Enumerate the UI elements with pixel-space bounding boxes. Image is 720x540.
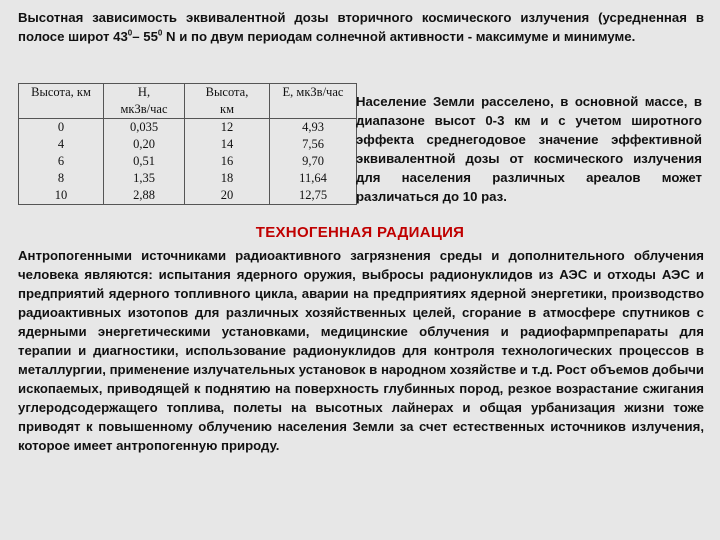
header-h-dose-unit: мкЗв/час [104,101,185,119]
side-paragraph: Население Земли расселено, в основной массе, в диапазоне высот 0-3 км и с учетом широтного эффекта среднегодовое значение эффективной эквивалентной дозы от космического излучения для населения различных ареалов может различаться до 10 раз. [356,94,702,204]
heading-text-3: N и по двум периодам солнечной активности - максимуме и минимуме. [162,29,636,44]
cell: 12 [185,119,270,137]
cell: 20 [185,187,270,205]
header-e-dose-unit [270,101,357,119]
degree-sup-2: 0 [157,28,163,38]
header-height-km-2: Высота, [185,84,270,102]
cell: 4,93 [270,119,357,137]
cell: 8 [19,170,104,187]
cell: 6 [19,153,104,170]
cell: 0,20 [104,136,185,153]
cell: 7,56 [270,136,357,153]
header-height-km: Высота, км [19,84,104,102]
section-title: ТЕХНОГЕННАЯ РАДИАЦИЯ [255,224,465,241]
heading-text-2: – 55 [132,29,158,44]
dose-table [18,83,357,205]
header-height-km-unit [19,101,104,119]
cell: 1,35 [104,170,185,187]
table-header-row [19,84,357,102]
cell: 11,64 [270,170,357,187]
cell: 14 [185,136,270,153]
cell: 9,70 [270,153,357,170]
cell: 0 [19,119,104,137]
table-row [19,136,357,153]
degree-sup-1: 0 [127,28,133,38]
table-row [19,119,357,137]
cell: 10 [19,187,104,205]
cell: 18 [185,170,270,187]
table-header-row-2 [19,101,357,119]
cell: 2,88 [104,187,185,205]
table-row [19,187,357,205]
table-row [19,170,357,187]
heading [18,8,704,46]
cell: 0,51 [104,153,185,170]
heading-text-1: Высотная зависимость эквивалентной дозы вторичного космического излучения (усредненная в полосе широт 43 [18,10,704,44]
cell: 0,035 [104,119,185,137]
body-paragraph: Антропогенными источниками радиоактивного загрязнения среды и дополнительного облучения человека являются: испытания ядерного оружия, выбросы радионуклидов из АЭС и отходы АЭС и предприятий ядерного топливного цикла, аварии на предприятиях ядерной энергетики, производство радиоактивных изотопов для различных хозяйственных целей, сгорание в атмосфере спутников с ядерными энергетическими установками, медицинские облучения и радиофармпрепараты для терапии и диагностики, использование радионуклидов для контроля технологических процессов в металлургии, применение излучательных установок в народном хозяйстве и т.д. Рост объемов добычи ископаемых, приводящей к поднятию на поверхность глубинных пород, резкое возрастание сжигания углеродсодержащего топлива, полеты на высотных лайнерах и общая урбанизация жизни тоже приводят к повышенному облучению населения Земли за счет естественных источников излучения, которое имеет антропогенную природу. [18,248,704,453]
table-row [19,153,357,170]
cell: 4 [19,136,104,153]
header-e-dose: E, мкЗв/час [270,84,357,102]
header-height-km-2-unit: км [185,101,270,119]
header-h-dose: H, [104,84,185,102]
cell: 16 [185,153,270,170]
cell: 12,75 [270,187,357,205]
